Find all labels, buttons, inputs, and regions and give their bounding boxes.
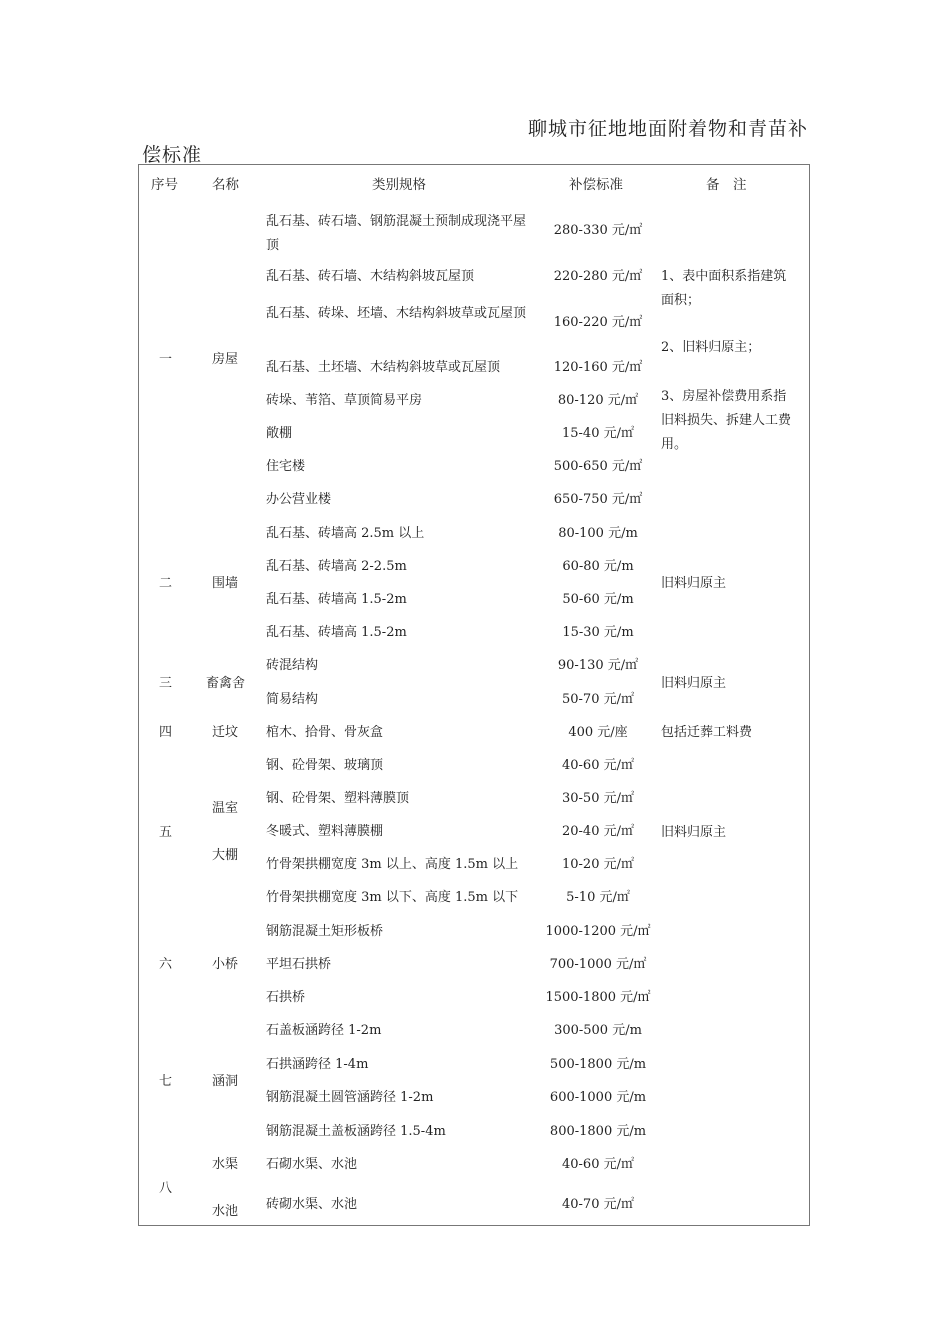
group-name: 大棚 <box>212 848 239 863</box>
standard-cell: 20-40 元/㎡ <box>562 824 634 839</box>
header-spec: 类别规格 <box>372 177 426 193</box>
note-cell: 旧料归原主 <box>661 576 727 591</box>
group-no: 八 <box>159 1181 173 1196</box>
group-name: 迁坟 <box>212 725 239 740</box>
group-no: 六 <box>159 957 173 972</box>
spec-cell: 乱石基、砖垛、坯墙、木结构斜坡草或瓦屋顶 <box>266 306 527 321</box>
spec-cell: 砖砌水渠、水池 <box>266 1197 358 1212</box>
group-no: 三 <box>159 676 173 691</box>
spec-cell: 冬暖式、塑料薄膜棚 <box>266 824 384 839</box>
group-no: 二 <box>159 576 173 591</box>
spec-cell: 乱石基、砖墙高 2.5m 以上 <box>266 526 425 541</box>
standard-cell: 120-160 元/㎡ <box>553 360 643 375</box>
spec-cell: 钢、砼骨架、玻璃顶 <box>266 758 384 773</box>
spec-cell: 乱石基、砖石墙、钢筋混凝土预制成现浇平屋顶 <box>266 214 527 253</box>
header-no: 序号 <box>151 177 178 193</box>
standard-cell: 60-80 元/m <box>562 559 634 574</box>
spec-cell: 乱石基、砖墙高 1.5-2m <box>266 592 407 607</box>
standard-cell: 30-50 元/㎡ <box>562 791 634 806</box>
standard-cell: 80-120 元/㎡ <box>557 393 639 408</box>
group-name: 水渠 <box>212 1157 239 1172</box>
group-name: 小桥 <box>212 957 239 972</box>
spec-cell: 石拱桥 <box>266 990 306 1005</box>
group-no: 五 <box>159 825 173 840</box>
spec-cell: 乱石基、砖墙高 2-2.5m <box>266 559 407 574</box>
standard-cell: 15-30 元/m <box>562 625 634 640</box>
spec-cell: 石砌水渠、水池 <box>266 1157 358 1172</box>
standard-cell: 50-60 元/m <box>562 592 634 607</box>
spec-cell: 钢筋混凝土盖板涵跨径 1.5-4m <box>266 1124 446 1139</box>
spec-cell: 砖混结构 <box>266 658 319 673</box>
spec-cell: 竹骨架拱棚宽度 3m 以上、高度 1.5m 以上 <box>266 857 519 872</box>
standard-cell: 650-750 元/㎡ <box>553 492 643 507</box>
standard-cell: 500-650 元/㎡ <box>553 459 643 474</box>
note-cell: 2、旧料归原主； <box>661 340 761 355</box>
spec-cell: 竹骨架拱棚宽度 3m 以下、高度 1.5m 以下 <box>266 890 519 905</box>
standard-cell: 300-500 元/m <box>554 1023 642 1038</box>
standard-cell: 800-1800 元/m <box>549 1124 647 1139</box>
spec-cell: 乱石基、砖石墙、木结构斜坡瓦屋顶 <box>266 269 475 284</box>
group-name: 水池 <box>212 1204 239 1219</box>
note-cell: 1、表中面积系指建筑面积； <box>661 269 787 308</box>
spec-cell: 石盖板涵跨径 1-2m <box>266 1023 382 1038</box>
spec-cell: 钢筋混凝土圆管涵跨径 1-2m <box>266 1090 434 1105</box>
group-no: 一 <box>159 352 173 367</box>
standard-cell: 90-130 元/㎡ <box>557 658 639 673</box>
standard-cell: 15-40 元/㎡ <box>562 426 634 441</box>
spec-cell: 棺木、拾骨、骨灰盒 <box>266 725 384 740</box>
spec-cell: 乱石基、土坯墙、木结构斜坡草或瓦屋顶 <box>266 360 501 375</box>
group-name: 房屋 <box>212 352 239 367</box>
standard-cell: 5-10 元/㎡ <box>566 890 630 905</box>
group-name: 温室 <box>212 801 239 816</box>
note-cell: 包括迁葬工料费 <box>661 725 753 740</box>
spec-cell: 钢筋混凝土矩形板桥 <box>266 924 384 939</box>
group-no: 七 <box>159 1074 173 1089</box>
page-title: 聊城市征地地面附着物和青苗补 <box>528 118 809 140</box>
standard-cell: 220-280 元/㎡ <box>553 269 643 284</box>
standard-cell: 80-100 元/m <box>558 526 638 541</box>
standard-cell: 40-60 元/㎡ <box>562 758 634 773</box>
spec-cell: 敞棚 <box>266 426 293 441</box>
spec-cell: 乱石基、砖墙高 1.5-2m <box>266 625 407 640</box>
standard-cell: 40-60 元/㎡ <box>562 1157 634 1172</box>
standard-cell: 500-1800 元/m <box>549 1057 647 1072</box>
group-no: 四 <box>159 725 173 740</box>
group-name: 畜禽舍 <box>206 676 246 691</box>
standard-cell: 40-70 元/㎡ <box>562 1197 634 1212</box>
spec-cell: 钢、砼骨架、塑料薄膜顶 <box>266 791 410 806</box>
standard-cell: 1500-1800 元/㎡ <box>545 990 651 1005</box>
standard-cell: 160-220 元/㎡ <box>553 315 643 330</box>
standard-cell: 10-20 元/㎡ <box>562 857 634 872</box>
header-note: 备 注 <box>706 177 747 193</box>
header-name: 名称 <box>212 177 239 193</box>
standard-cell: 400 元/座 <box>568 725 628 740</box>
note-cell: 3、房屋补偿费用系指旧料损失、拆建人工费用。 <box>661 389 792 452</box>
spec-cell: 石拱涵跨径 1-4m <box>266 1057 369 1072</box>
standard-cell: 280-330 元/㎡ <box>553 223 643 238</box>
spec-cell: 砖垛、苇箔、草顶简易平房 <box>266 393 423 408</box>
standard-cell: 1000-1200 元/㎡ <box>545 924 651 939</box>
spec-cell: 平坦石拱桥 <box>266 957 332 972</box>
note-cell: 旧料归原主 <box>661 825 727 840</box>
note-cell: 旧料归原主 <box>661 676 727 691</box>
page-title-continued: 偿标准 <box>142 144 203 166</box>
spec-cell: 简易结构 <box>266 692 319 707</box>
standard-cell: 600-1000 元/m <box>549 1090 647 1105</box>
header-standard: 补偿标准 <box>569 177 623 193</box>
spec-cell: 办公营业楼 <box>266 492 332 507</box>
standard-cell: 700-1000 元/㎡ <box>549 957 647 972</box>
group-name: 围墙 <box>212 576 239 591</box>
group-name: 涵洞 <box>212 1074 239 1089</box>
standard-cell: 50-70 元/㎡ <box>562 692 634 707</box>
spec-cell: 住宅楼 <box>266 459 306 474</box>
